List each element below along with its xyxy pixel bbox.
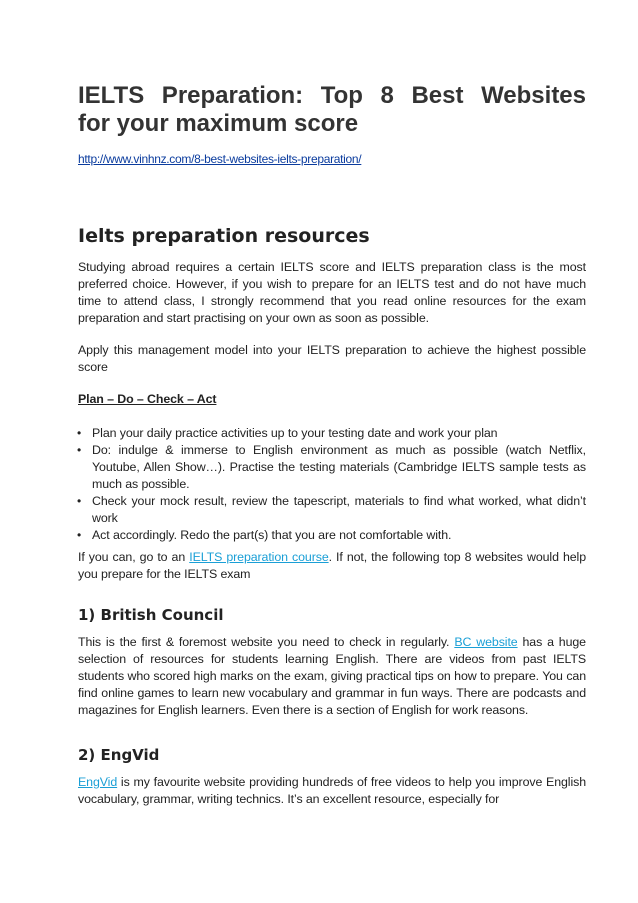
section-2-paragraph: EngVid is my favourite website providing hundreds of free videos to help you improve English vocabulary, grammar, writing technics. It’s an excellent resource, especially for <box>78 775 586 806</box>
ielts-course-link[interactable]: IELTS preparation course <box>189 550 329 564</box>
document-title <box>78 82 586 138</box>
title-line-2: for your maximum score <box>78 110 359 137</box>
section-1-heading: 1) British Council <box>78 606 224 624</box>
bc-website-link[interactable]: BC website <box>454 635 518 649</box>
bullet-icon: • <box>77 443 82 457</box>
pdca-label: Plan – Do – Check – Act <box>78 392 217 406</box>
bullet-icon: • <box>77 426 82 440</box>
section-2-heading: 2) EngVid <box>78 746 160 764</box>
title-line-1: IELTS Preparation: Top 8 Best Websites <box>78 82 586 109</box>
section-1-paragraph: This is the first & foremost website you need to check in regularly. BC website has a huge selection of resources for students learning English. There are videos from past IELTS students who scored high marks on the exam, giving practical tips on how to prepare. You can find online games to learn new vocabulary and grammar in fun ways. There are podcasts and magazines for English learners. Even there is a section of English for work reasons. <box>78 635 586 717</box>
engvid-link[interactable]: EngVid <box>78 775 118 789</box>
bullet-icon: • <box>77 528 82 542</box>
resources-heading: Ielts preparation resources <box>78 225 370 247</box>
list-item: • Act accordingly. Redo the part(s) that you are not comfortable with. <box>77 528 452 542</box>
source-url-link[interactable]: http://www.vinhnz.com/8-best-websites-ielts-preparation/ <box>78 152 362 166</box>
pdca-list <box>78 425 586 544</box>
bullet-icon: • <box>77 494 82 508</box>
pdca-paragraph <box>78 391 586 408</box>
list-item: • Plan your daily practice activities up to your testing date and work your plan <box>77 426 498 440</box>
list-item: • Do: indulge & immerse to English environment as much as possible (watch Netflix, Youtube, Allen Show…). Practise the testing materials (Cambridge IELTS sample tests as much as possible. <box>77 443 586 491</box>
apply-paragraph: Apply this management model into your IELTS preparation to achieve the highest possible score <box>78 343 586 374</box>
list-item: • Check your mock result, review the tapescript, materials to find what worked, what didn’t work <box>77 494 586 525</box>
course-paragraph: If you can, go to an IELTS preparation course. If not, the following top 8 websites would help you prepare for the IELTS exam <box>78 550 586 581</box>
intro-paragraph: Studying abroad requires a certain IELTS score and IELTS preparation class is the most preferred choice. However, if you wish to prepare for an IELTS test and do not have much time to attend class, I strongly recommend that you read online resources for the exam preparation and start practising on your own as soon as possible. <box>78 260 586 325</box>
